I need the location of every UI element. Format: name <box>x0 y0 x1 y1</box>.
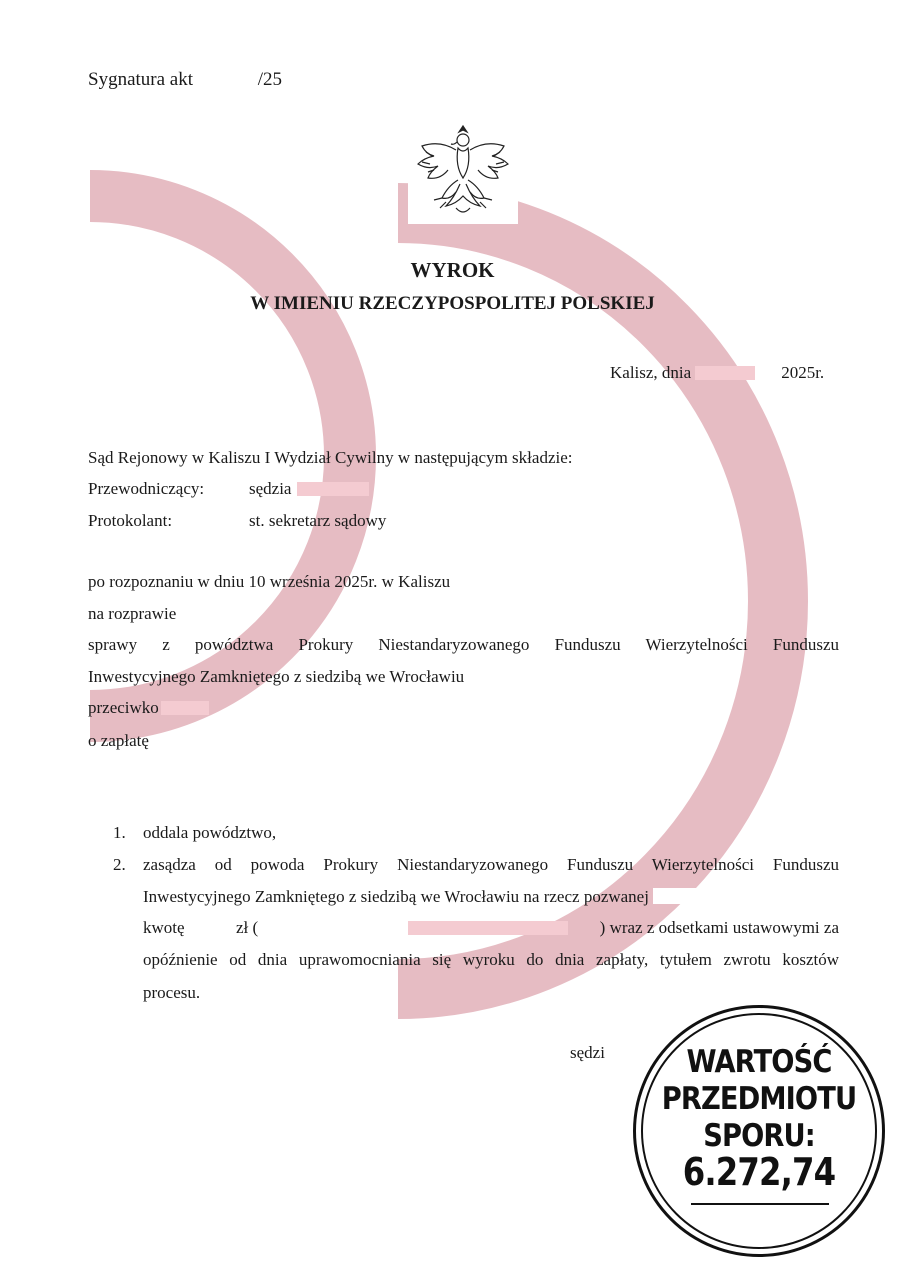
redaction <box>258 919 408 935</box>
case-ref-suffix: /25 <box>257 69 283 90</box>
redaction <box>198 71 258 87</box>
stamp-line-3: SPORU: <box>703 1118 815 1154</box>
stamp-line-1: WARTOŚĆ <box>686 1044 832 1080</box>
item-text: oddala powództwo, <box>143 823 277 842</box>
chair-value <box>249 479 369 499</box>
clerk-value <box>249 511 386 531</box>
page-title: WYROK <box>410 258 495 282</box>
item-text-part: zł ( <box>236 918 259 937</box>
item-number: 2. <box>113 855 126 874</box>
item-text-line: ) wraz z odsetkami ustawowymi za <box>599 918 839 937</box>
stamp-label <box>651 1044 867 1155</box>
dispute-value-stamp <box>633 1005 885 1257</box>
redaction <box>653 888 793 904</box>
redaction <box>408 921 568 935</box>
item-text-line: procesu. <box>143 983 201 1002</box>
case-line-2: Inwestycyjnego Zamkniętego z siedzibą we Wrocławiu <box>88 667 465 686</box>
case-reference <box>88 69 282 91</box>
redaction <box>759 364 781 380</box>
against-text: przeciwko <box>88 698 159 717</box>
chair-label: Przewodniczący: <box>88 479 205 498</box>
redaction <box>297 482 369 496</box>
case-ref-prefix: Sygnatura akt <box>88 69 198 90</box>
court-line: Sąd Rejonowy w Kaliszu I Wydział Cywilny w następującym składzie: <box>88 448 573 467</box>
page-subtitle: W IMIENIU RZECZYPOSPOLITEJ POLSKIEJ <box>250 293 655 314</box>
item-text: zasądza od powoda Prokury Niestandaryzowanego Funduszu Wierzytelności Funduszu <box>143 855 839 874</box>
item-text-line: opóźnienie od dnia uprawomocniania się wyroku do dnia zapłaty, tytułem zwrotu kosztów <box>143 950 839 969</box>
item-text-part: Inwestycyjnego Zamkniętego z siedzibą we Wrocławiu na rzecz pozwanej <box>143 887 649 906</box>
clerk-value-text: st. sekretarz sądowy <box>249 511 387 530</box>
stamp-amount: 6.272,74 <box>682 1150 836 1194</box>
subject-line: o zapłatę <box>88 731 149 750</box>
case-line-1: sprawy z powództwa Prokury Niestandaryzowanego Funduszu Wierzytelności Funduszu <box>88 635 839 654</box>
signature: sędzi <box>570 1043 605 1062</box>
stamp-line-2: PRZEDMIOTU <box>661 1081 857 1117</box>
hearing-line: po rozpoznaniu w dniu 10 września 2025r. w Kaliszu <box>88 572 451 591</box>
chair-value-text: sędzia <box>249 479 292 498</box>
item-text-line <box>143 887 793 907</box>
item-number: 1. <box>113 823 126 842</box>
place-date-suffix: 2025r. <box>781 363 825 382</box>
against-line <box>88 698 209 718</box>
item-text-line: kwotę <box>143 918 185 937</box>
hearing-type: na rozprawie <box>88 604 177 623</box>
clerk-label: Protokolant: <box>88 511 173 530</box>
polish-eagle-icon <box>408 118 518 224</box>
stamp-underline <box>691 1203 829 1205</box>
emblem-box <box>408 118 518 224</box>
redaction <box>695 366 755 380</box>
place-date <box>610 363 824 383</box>
item-text-line <box>236 918 568 938</box>
place-date-prefix: Kalisz, dnia <box>610 363 692 382</box>
redaction <box>161 701 209 715</box>
